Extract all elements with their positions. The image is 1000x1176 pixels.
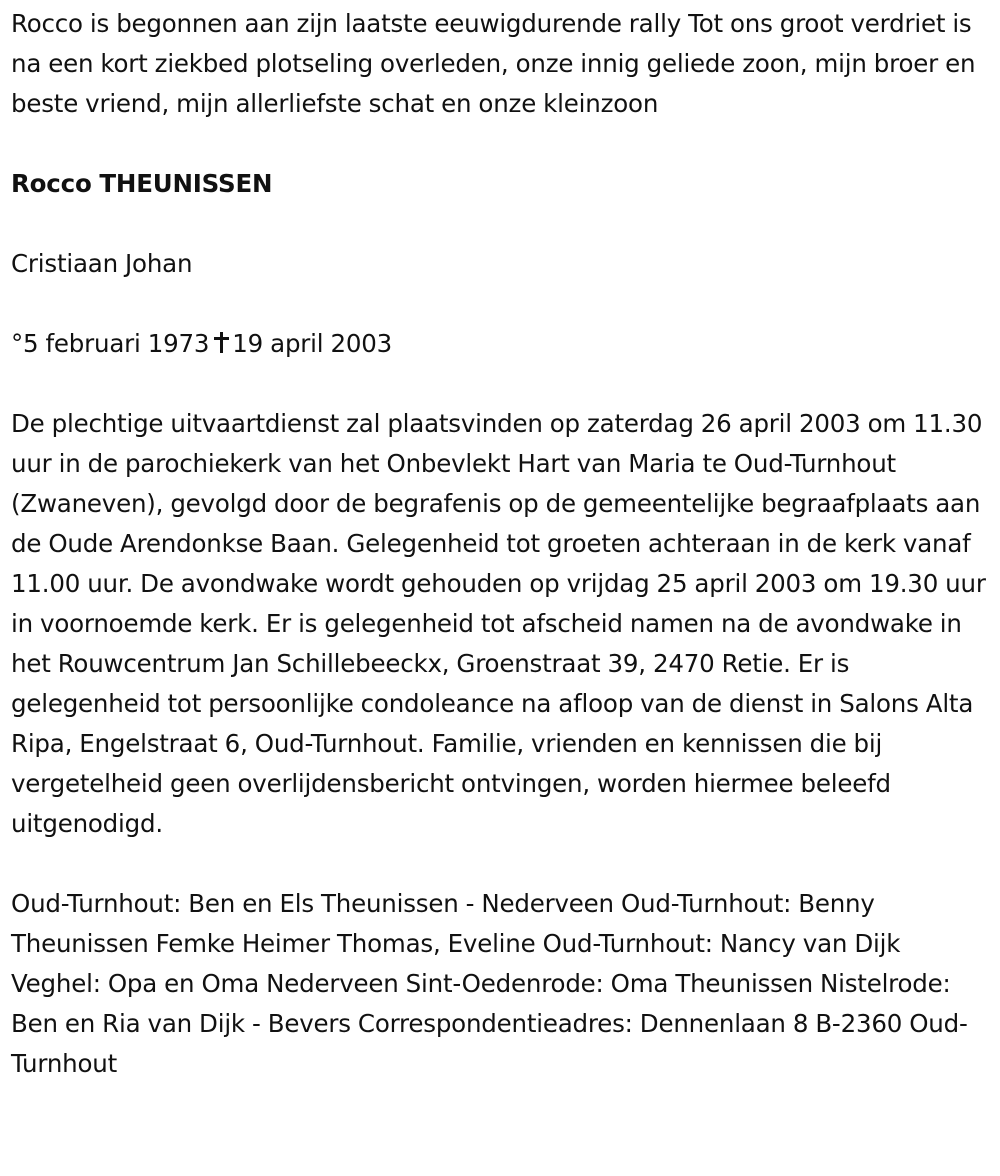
birth-symbol: ° [11, 329, 24, 358]
birth-date: 5 februari 1973 [23, 329, 210, 358]
obituary-notice [11, 4, 996, 1084]
intro-paragraph: Rocco is begonnen aan zijn laatste eeuwigdurende rally Tot ons groot verdriet is na een kort ziekbed plotseling overleden, onze innig geliede zoon, mijn broer en beste vriend, mijn allerliefste schat en onze kleinzoon [11, 9, 976, 118]
family-paragraph: Oud-Turnhout: Ben en Els Theunissen - Nederveen Oud-Turnhout: Benny Theunissen Femke Heimer Thomas, Eveline Oud-Turnhout: Nancy van Dijk Veghel: Opa en Oma Nederveen Sint-Oedenrode: Oma Theunissen Nistelrode: Ben en Ria van Dijk - Bevers Correspondentieadres: Dennenlaan 8 B-2360 Oud-Turnhout [11, 889, 968, 1078]
given-names: Cristiaan Johan [11, 249, 193, 278]
death-date: 19 april 2003 [232, 329, 393, 358]
cross-icon [214, 332, 229, 353]
deceased-name: Rocco THEUNISSEN [11, 169, 273, 198]
life-dates [11, 324, 996, 364]
service-paragraph: De plechtige uitvaartdienst zal plaatsvinden op zaterdag 26 april 2003 om 11.30 uur in de parochiekerk van het Onbevlekt Hart van Maria te Oud-Turnhout (Zwaneven), gevolgd door de begrafenis op de gemeentelijke begraafplaats aan de Oude Arendonkse Baan. Gelegenheid tot groeten achteraan in de kerk vanaf 11.00 uur. De avondwake wordt gehouden op vrijdag 25 april 2003 om 19.30 uur in voornoemde kerk. Er is gelegenheid tot afscheid namen na de avondwake in het Rouwcentrum Jan Schillebeeckx, Groenstraat 39, 2470 Retie. Er is gelegenheid tot persoonlijke condoleance na afloop van de dienst in Salons Alta Ripa, Engelstraat 6, Oud-Turnhout. Familie, vrienden en kennissen die bij vergetelheid geen overlijdensbericht ontvingen, worden hiermee beleefd uitgenodigd. [11, 409, 986, 838]
